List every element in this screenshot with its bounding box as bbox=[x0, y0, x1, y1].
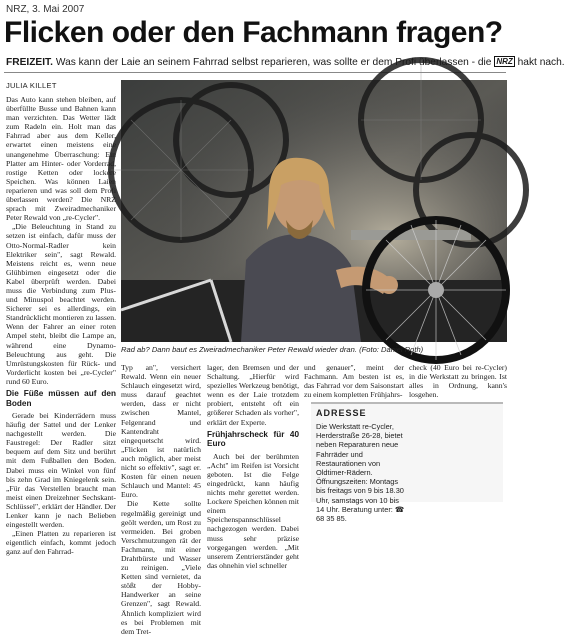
paragraph: check (40 Euro bei re-Cycler) in die Werkstatt zu bringen. Ist alles in Ordnung, kann's losgehen. bbox=[409, 363, 507, 400]
kicker-text: Was kann der Laie an seinem Fahrrad selbst reparieren, was sollte er dem Profi überlassen - die bbox=[55, 57, 492, 68]
paragraph: lager, den Bremsen und der Schaltung. „Hierfür wird spezielles Werkzeug benötigt, wenn es der Laie trotzdem probiert, entsteht oft ein größerer Schaden als vorher", erklärt der Experte. bbox=[207, 363, 299, 427]
mechanic-photo bbox=[121, 80, 507, 342]
article-column-1-lower bbox=[6, 386, 116, 557]
kicker-end: hakt nach. bbox=[517, 57, 565, 68]
infobox-title: ADRESSE bbox=[316, 408, 367, 418]
article-column-3 bbox=[207, 363, 300, 570]
article-column-4 bbox=[304, 363, 404, 401]
paragraph: Typ an", versichert Rewald. Wenn ein neuer Schlauch eingesetzt wird, muss darauf geachtet werden, dass er nicht zwischen Mantel, Felgenrand und Kantendraht eingequetscht wird. „Flicken ist natürlich auch möglich, aber meist nicht so effektiv", sagt er. Kosten für einen neuen Schlauch und Mantel: 45 Euro. bbox=[121, 363, 201, 500]
address-infobox bbox=[311, 402, 503, 524]
header-rule bbox=[4, 72, 506, 73]
paragraph: Das Auto kann stehen bleiben, auf überfüllte Busse und Bahnen kann man verzichten. Das Wetter lädt zum Radeln ein. Holt man das Fahrrad aber aus dem Keller, erwartet einen meistens eine unangenehme Überraschung: Ein Platter am Hinter- oder Vorderrad, rostige Ketten oder lockere Speichen. Was können Laien reparieren und was soll dem Profi überlassen werden? Die NRZ sprach mit Zweiradmechaniker Peter Rewald von „re-Cycler". bbox=[6, 95, 116, 223]
article-column-2 bbox=[121, 363, 201, 636]
dateline: NRZ, 3. Mai 2007 bbox=[6, 4, 85, 15]
author-byline: JULIA KILLET bbox=[6, 81, 57, 90]
paragraph: Auch bei der berühmten „Acht" im Reifen ist Vorsicht geboten. Ist die Felge eingedrückt, kann häufig nichts mehr gerettet werden. Lockere Speichen können mit einem Speichenspannschlüssel nachgezogen werden. Dabei muss sehr präzise vorgegangen werden. „Mit unserem Zentrierständer geht das ohnehin viel schneller bbox=[207, 451, 300, 570]
subheading: Die Füße müssen auf den Boden bbox=[6, 389, 116, 408]
paragraph: „Einen Platten zu reparieren ist eigentlich einfach, kommt jedoch ganz auf den Fahrrad- bbox=[6, 529, 116, 557]
subheading: Frühjahrscheck für 40 Euro bbox=[207, 429, 299, 449]
infobox-body: Die Werkstatt re-Cycler, Herderstraße 26-28, bietet neben Reparaturen neue Fahrräder und Restaurationen von Oldtimer-Rädern. Öffnungszeiten: Montags bis freitags von 9 bis 18.30 Uhr, samstags von 10 bis 14 Uhr. Beratung unter: ☎ 68 35 85. bbox=[316, 422, 405, 524]
paragraph: Gerade bei Kinderrädern muss häufig der Sattel und der Lenker nachgestellt werden. Die Faustregel: Der Radler sitzt bequem auf dem Sitz und berührt mit dem Fußballen den Boden. Dabei muss ein Winkel von fünf bis zehn Grad im Kniegelenk sein. „Für das Verstellen braucht man meist einen Dreizehner Sechskant-Schlüssel", erklärt der Händler. Der Lenker kann je nach Belieben eingestellt werden. bbox=[6, 411, 116, 530]
paragraph: „Die Beleuchtung in Stand zu setzen ist einfach, dafür muss der Otto-Normal-Radler kein Elektriker sein", sagt Rewald. Meistens reicht es, wenn neue Glühbirnen eingesetzt oder die Kabel überprüft werden. Dabei muss die Verbindung zum Plus- und Minuspol beachtet werden. Sicherer sei es allerdings, ein Standrücklicht montieren zu lassen. Wenn der Fahrer an einer roten Ampel steht, bleibt die Lampe an, während eine Dynamo-Beleuchtung aus geht. Die Umrüstungskosten für Rück- und Vorderlicht kosten bei „re-Cycler" rund 60 Euro. bbox=[6, 222, 116, 386]
paragraph: Die Kette sollte regelmäßig gereinigt und geölt werden, um Rost zu vermeiden. Bei groben Verschmutzungen rät der Fachmann, mit einer Drahtbürste und Wasser zu reinigen. „Viele Ketten sind vernietet, da stößt der Hobby-Handwerker an seine Grenzen", sagt Rewald. Ähnlich kompliziert wird es bei Problemen mit dem Tret- bbox=[121, 499, 201, 636]
workshop-photo-illustration bbox=[121, 80, 507, 342]
headline: Flicken oder den Fachmann fragen? bbox=[4, 16, 503, 49]
article-column-1 bbox=[6, 95, 116, 385]
article-column-5 bbox=[409, 363, 507, 400]
nrz-logo: NRZ bbox=[496, 57, 513, 66]
photo-caption: Rad ab? Dann baut es Zweiradmechaniker Peter Rewald wieder dran. (Foto: Daniel Roth) bbox=[121, 345, 424, 354]
kicker-label: FREIZEIT. bbox=[6, 57, 53, 68]
paragraph: und genauer", meint der Fachmann. Am besten ist es, das Fahrrad vor dem Saisonstart zu einem kompletten Frühjahrs- bbox=[304, 363, 404, 400]
